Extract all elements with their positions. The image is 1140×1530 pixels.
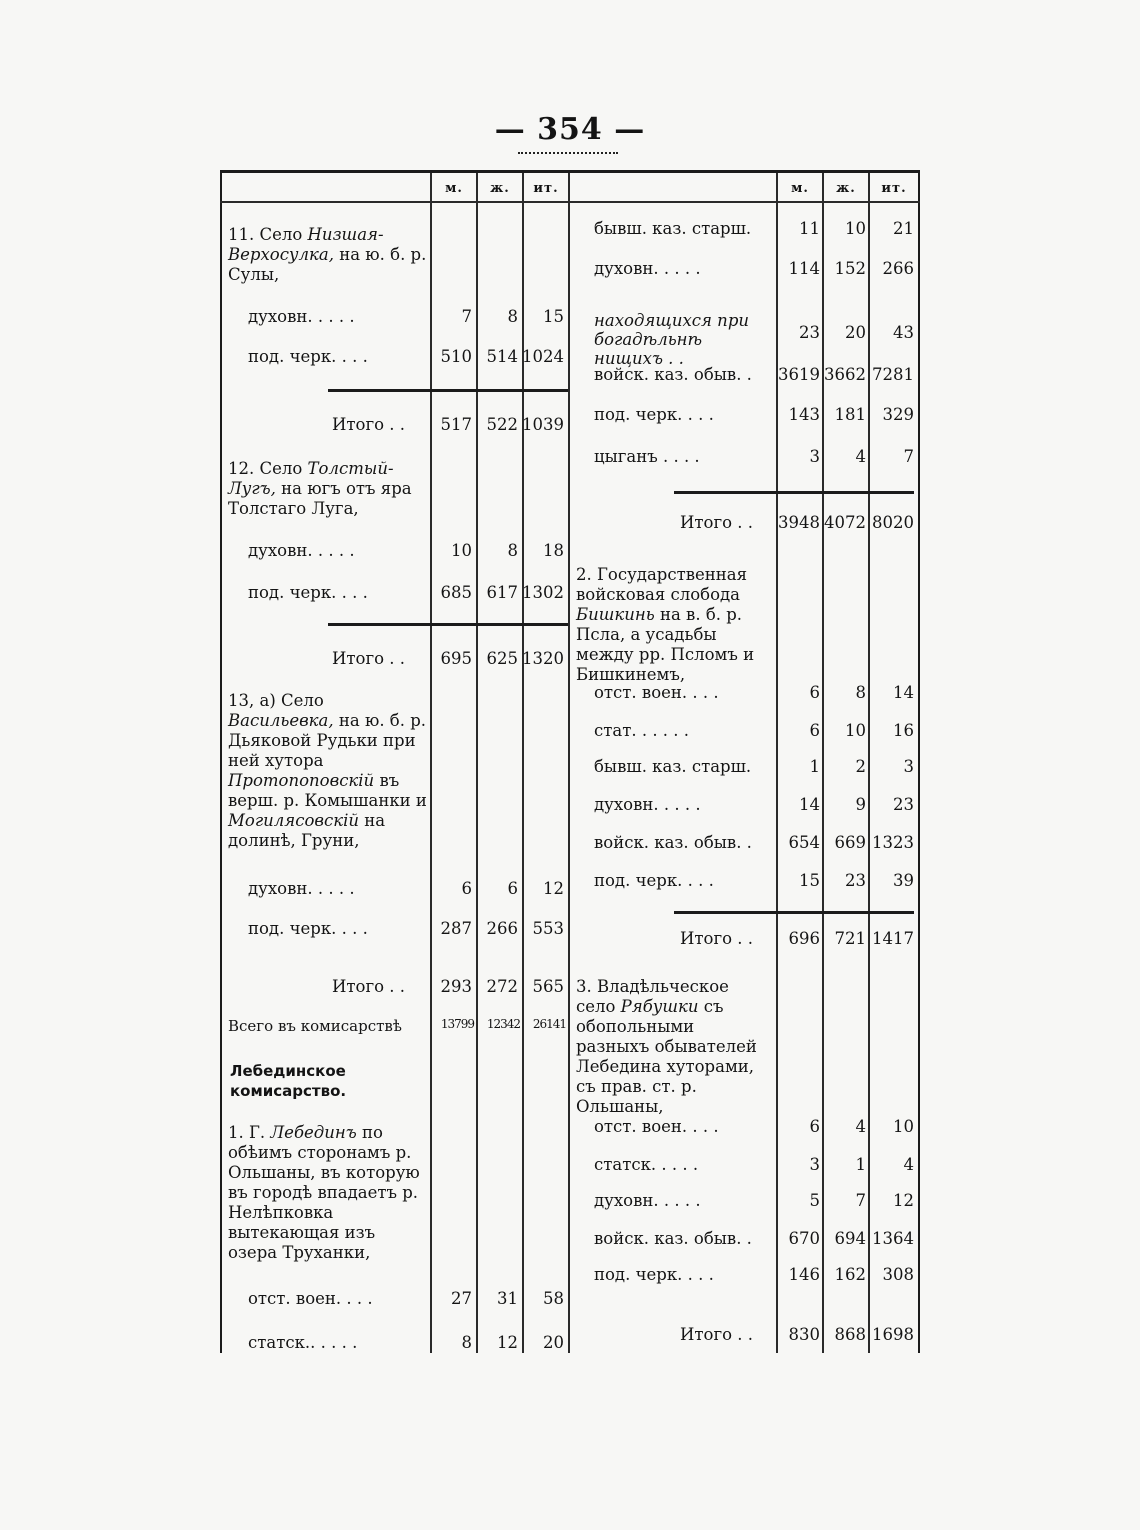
row-label: войск. каз. обыв. . [594, 365, 752, 384]
value-total: 43 [893, 323, 914, 342]
header-total: ит. [881, 181, 907, 196]
header-male: м. [445, 181, 463, 196]
value-total: 23 [893, 795, 914, 814]
entry-3-row [570, 1325, 920, 1353]
row-label: духовн. . . . . [248, 307, 355, 326]
value-female: 181 [834, 405, 866, 424]
entry-1-description: 1. Г. Лебединъ по обѣимъ сторонамъ р. Ольшаны, въ которую въ городѣ впадаетъ р. Нелѣпковка вытекающая изъ озера Труханки, [228, 1123, 420, 1262]
value-male: 830 [788, 1325, 820, 1344]
value-total: 14 [893, 683, 914, 702]
value-female: 721 [834, 929, 866, 948]
right-block-1-row [570, 219, 920, 247]
row-label: духовн. . . . . [594, 259, 701, 278]
value-total: 1320 [522, 649, 564, 668]
value-total: 12 [893, 1191, 914, 1210]
value-female: 12 [497, 1333, 518, 1352]
value-total: 39 [893, 871, 914, 890]
value-total: 7281 [872, 365, 914, 384]
value-female: 1 [855, 1155, 866, 1174]
entry-2-description: 2. Государственная войсковая слобода Бишкинь на в. б. р. Псла, а усадьбы между рр. Псломъ и Бишкинемъ, [576, 565, 755, 684]
statistics-table [220, 170, 920, 1353]
section-title: Лебединское комисарство. [230, 1062, 347, 1100]
row-label: духовн. . . . . [248, 879, 355, 898]
value-female: 10 [845, 721, 866, 740]
entry-13-total [220, 977, 570, 1005]
entry-13-description: 13, а) Село Васильевка, на ю. б. р. Дьяковой Рудьки при ней хутора Протопоповскій въ верш. р. Комышанки и Могилясовскій на долинѣ, Груни, [228, 691, 427, 850]
grand-total-label: Всего въ комисарствѣ [228, 1017, 402, 1035]
row-label: духовн. . . . . [248, 541, 355, 560]
value-female: 8 [507, 541, 518, 560]
row-label: под. черк. . . . [594, 1265, 714, 1284]
value-male: 3 [809, 1155, 820, 1174]
header-female: ж. [490, 181, 510, 196]
row-label: духовн. . . . . [594, 795, 701, 814]
value-total: 308 [882, 1265, 914, 1284]
entry-11-description: 11. Село Низшая-Верхосулка, на ю. б. р. Сулы, [228, 225, 427, 284]
value-male: 27 [451, 1289, 472, 1308]
total-rule [328, 389, 568, 392]
value-male: 670 [788, 1229, 820, 1248]
value-total: 266 [882, 259, 914, 278]
entry-2-row [570, 929, 920, 957]
value-total: 1302 [522, 583, 564, 602]
right-block-1-row [570, 447, 920, 475]
row-label: стат. . . . . . [594, 721, 690, 740]
row-label: цыганъ . . . . [594, 447, 700, 466]
value-male: 23 [799, 323, 820, 342]
value-male: 7 [461, 307, 472, 326]
value-male: 6 [809, 683, 820, 702]
value-total: 1323 [872, 833, 914, 852]
entry-3-row [570, 1117, 920, 1145]
value-male: 143 [788, 405, 820, 424]
value-total: 12 [543, 879, 564, 898]
row-label: под. черк. . . . [594, 405, 714, 424]
total-rule [674, 491, 914, 494]
value-male: 654 [788, 833, 820, 852]
value-female: 514 [486, 347, 518, 366]
entry-11-row-2 [220, 347, 570, 375]
row-label: отст. воен. . . . [248, 1289, 373, 1308]
value-male: 3 [809, 447, 820, 466]
value-female: 8 [507, 307, 518, 326]
value-female: 868 [834, 1325, 866, 1344]
row-label: под. черк. . . . [248, 583, 368, 602]
total-rule [328, 623, 568, 626]
value-female: 617 [486, 583, 518, 602]
right-block-1-row [570, 513, 920, 541]
value-male: 11 [799, 219, 820, 238]
entry-13-row-1 [220, 879, 570, 907]
value-total: 15 [543, 307, 564, 326]
entry-11-total [220, 415, 570, 443]
entry-3-row [570, 1191, 920, 1219]
row-label: статск. . . . . [594, 1155, 699, 1174]
commissariat-grand-total [220, 1017, 570, 1045]
entry-3-row [570, 1155, 920, 1183]
value-female: 266 [486, 919, 518, 938]
value-female: 31 [497, 1289, 518, 1308]
value-total: 21 [893, 219, 914, 238]
entry-12-total [220, 649, 570, 677]
entry-2-row [570, 683, 920, 711]
value-male: 1 [809, 757, 820, 776]
entry-11-row-1 [220, 307, 570, 335]
value-female: 9 [855, 795, 866, 814]
value-female: 2 [855, 757, 866, 776]
value-female: 669 [834, 833, 866, 852]
value-total: 1698 [872, 1325, 914, 1344]
value-female: 3662 [824, 365, 866, 384]
value-total: 3 [903, 757, 914, 776]
value-female: 162 [834, 1265, 866, 1284]
value-male: 696 [788, 929, 820, 948]
value-male: 6 [461, 879, 472, 898]
row-label: Итого . . [680, 929, 754, 948]
row-label: статск.. . . . . [248, 1333, 358, 1352]
value-female: 8 [855, 683, 866, 702]
total-label: Итого . . [332, 649, 406, 668]
value-female: 694 [834, 1229, 866, 1248]
value-male: 14 [799, 795, 820, 814]
entry-1-row-1 [220, 1289, 570, 1317]
value-male: 685 [440, 583, 472, 602]
value-total: 20 [543, 1333, 564, 1352]
value-male: 5 [809, 1191, 820, 1210]
value-male: 6 [809, 1117, 820, 1136]
entry-2-row [570, 721, 920, 749]
value-female: 20 [845, 323, 866, 342]
value-male: 287 [440, 919, 472, 938]
value-total: 10 [893, 1117, 914, 1136]
entry-12-description: 12. Село Толстый-Лугъ, на югъ отъ яра Толстаго Луга, [228, 459, 412, 518]
row-label: бывш. каз. старш. [594, 757, 752, 776]
entry-2-row [570, 871, 920, 899]
right-block-1-row [570, 259, 920, 287]
right-block-1-row [570, 365, 920, 393]
value-total: 1039 [522, 415, 564, 434]
value-female: 6 [507, 879, 518, 898]
value-total: 1024 [522, 347, 564, 366]
value-male: 293 [440, 977, 472, 996]
value-female: 4 [855, 1117, 866, 1136]
value-female: 272 [486, 977, 518, 996]
value-male: 146 [788, 1265, 820, 1284]
value-male: 15 [799, 871, 820, 890]
row-label: Итого . . [680, 1325, 754, 1344]
value-total: 1364 [872, 1229, 914, 1248]
value-male: 10 [451, 541, 472, 560]
value-female: 12342 [486, 1017, 520, 1031]
row-label: войск. каз. обыв. . [594, 1229, 752, 1248]
page-number-rule [518, 150, 618, 154]
row-label: бывш. каз. старш. [594, 219, 752, 238]
value-male: 6 [809, 721, 820, 740]
header-total: ит. [533, 181, 559, 196]
entry-2-row [570, 757, 920, 785]
value-female: 625 [486, 649, 518, 668]
row-label: отст. воен. . . . [594, 1117, 719, 1136]
entry-13-row-2 [220, 919, 570, 947]
entry-3-description: 3. Владѣльческое село Рябушки съ обопольными разныхъ обывателей Лебедина хуторами, съ прав. ст. р. Ольшаны, [576, 977, 757, 1116]
row-label: духовн. . . . . [594, 1191, 701, 1210]
value-total: 329 [882, 405, 914, 424]
value-total: 553 [532, 919, 564, 938]
value-female: 4072 [824, 513, 866, 532]
right-block-1-row [570, 311, 920, 368]
value-total: 26141 [532, 1017, 566, 1031]
entry-3-row [570, 1229, 920, 1257]
row-label: под. черк. . . . [594, 871, 714, 890]
header-male: м. [791, 181, 809, 196]
page-number: — 354 — [494, 112, 646, 147]
value-male: 695 [440, 649, 472, 668]
value-total: 18 [543, 541, 564, 560]
header-rule [220, 201, 920, 203]
value-male: 3948 [778, 513, 820, 532]
value-total: 565 [532, 977, 564, 996]
value-total: 1417 [872, 929, 914, 948]
value-male: 510 [440, 347, 472, 366]
row-label: Итого . . [680, 513, 754, 532]
total-label: Итого . . [332, 977, 406, 996]
entry-2-row [570, 795, 920, 823]
row-label: войск. каз. обыв. . [594, 833, 752, 852]
value-female: 23 [845, 871, 866, 890]
value-male: 8 [461, 1333, 472, 1352]
entry-1-row-2 [220, 1333, 570, 1361]
value-female: 522 [486, 415, 518, 434]
entry-12-row-2 [220, 583, 570, 611]
total-label: Итого . . [332, 415, 406, 434]
row-label: под. черк. . . . [248, 347, 368, 366]
value-female: 10 [845, 219, 866, 238]
header-female: ж. [836, 181, 856, 196]
value-male: 517 [440, 415, 472, 434]
total-rule [674, 911, 914, 914]
row-label: отст. воен. . . . [594, 683, 719, 702]
row-label: под. черк. . . . [248, 919, 368, 938]
right-block-1-row [570, 405, 920, 433]
entry-3-row [570, 1265, 920, 1293]
entry-12-row-1 [220, 541, 570, 569]
value-total: 4 [903, 1155, 914, 1174]
value-total: 7 [903, 447, 914, 466]
value-female: 152 [834, 259, 866, 278]
value-male: 13799 [440, 1017, 474, 1031]
value-total: 16 [893, 721, 914, 740]
value-total: 8020 [872, 513, 914, 532]
value-male: 114 [788, 259, 820, 278]
value-male: 3619 [778, 365, 820, 384]
entry-2-row [570, 833, 920, 861]
value-female: 4 [855, 447, 866, 466]
row-label: находящихся при богадѣльнѣ нищихъ . . [594, 311, 750, 368]
value-total: 58 [543, 1289, 564, 1308]
value-female: 7 [855, 1191, 866, 1210]
